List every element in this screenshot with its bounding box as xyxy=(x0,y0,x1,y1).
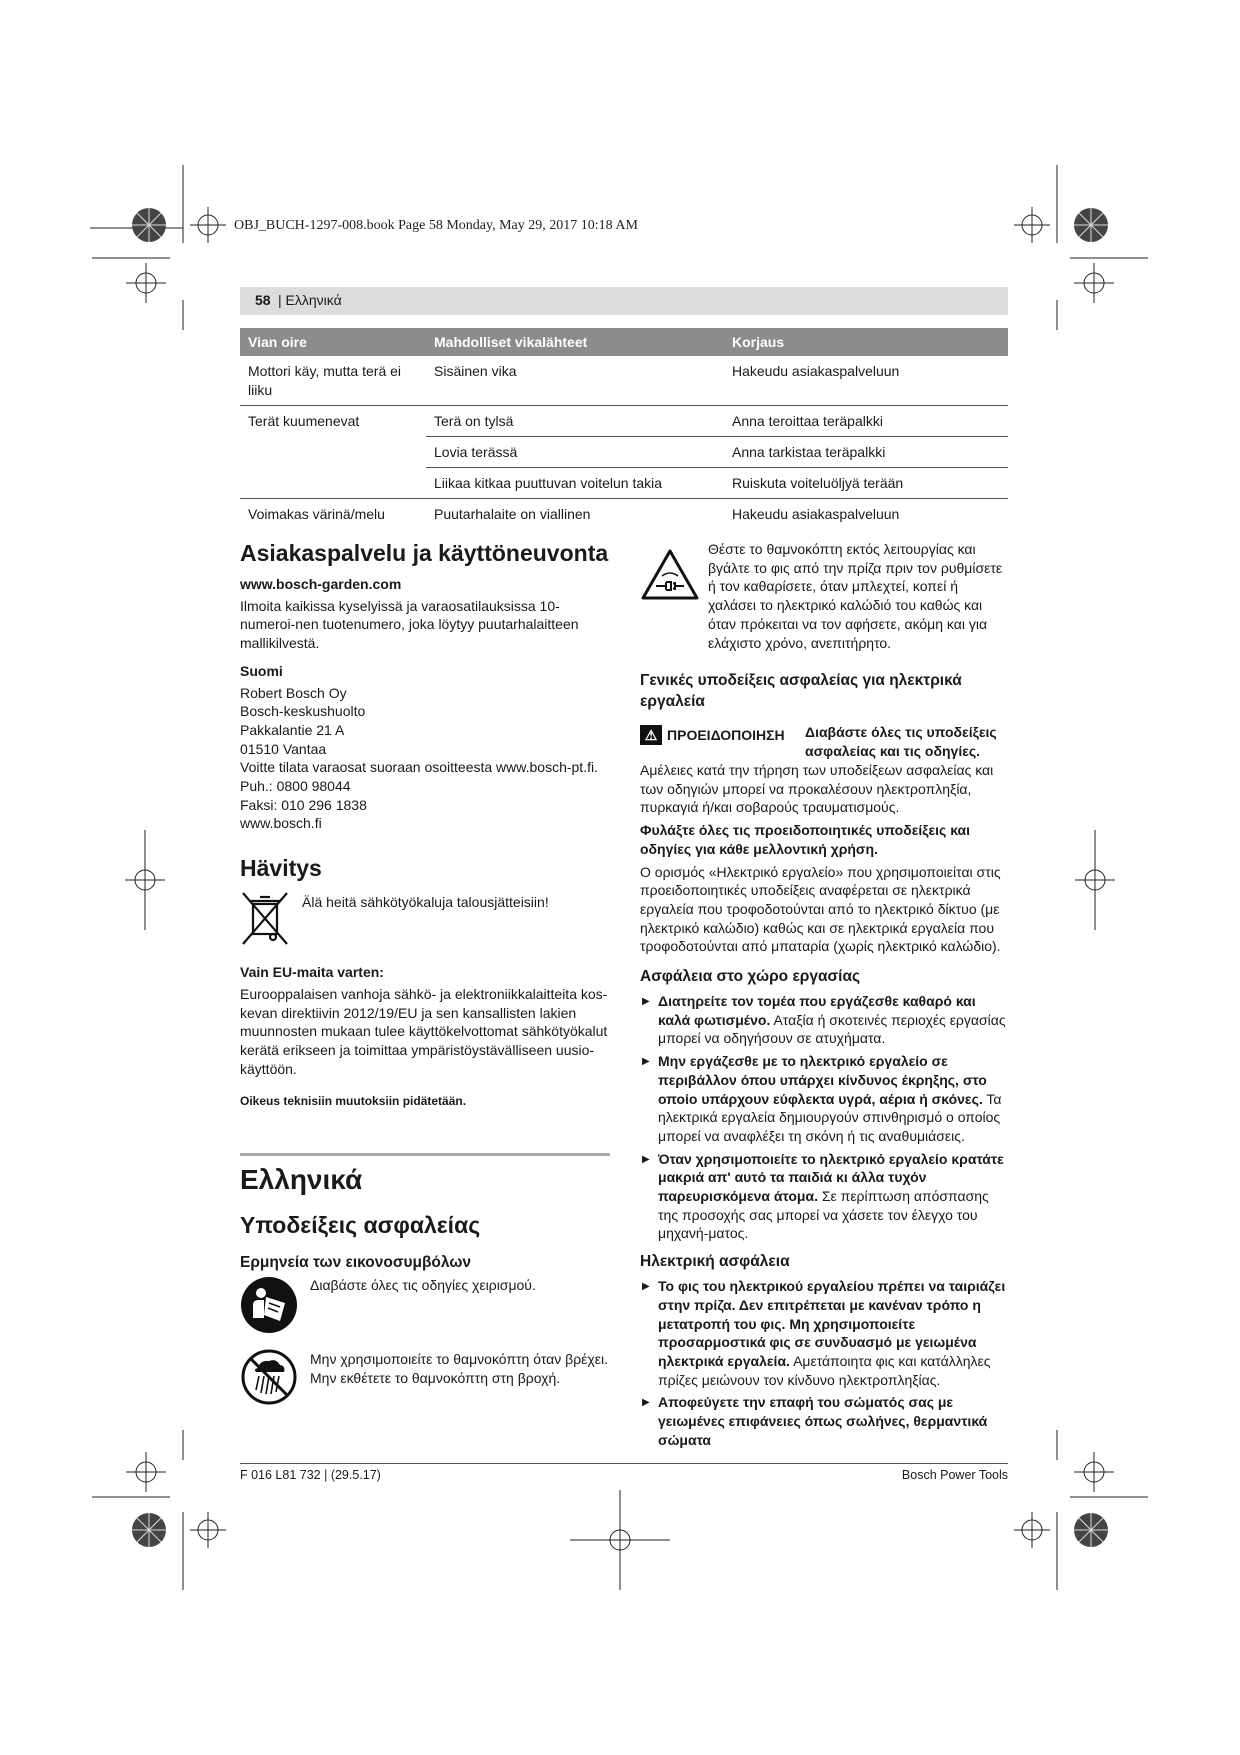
keep-instructions: Φυλάξτε όλες τις προειδοποιητικές υποδείξεις και οδηγίες για κάθε μελλοντική χρήση. xyxy=(640,822,971,857)
table-cell: Lovia terässä xyxy=(426,437,724,468)
warning-badge xyxy=(640,725,785,745)
table-row xyxy=(240,468,1008,499)
service-url: www.bosch-garden.com xyxy=(240,576,402,592)
electrical-list xyxy=(640,1277,1010,1449)
table-cell: Ruiskuta voiteluöljyä terään xyxy=(724,468,1008,499)
workplace-list xyxy=(640,992,1010,1243)
table-cell: Anna teroittaa teräpalkki xyxy=(724,406,1008,437)
address-line: www.bosch.fi xyxy=(240,815,322,832)
page-language: | Ελληνικά xyxy=(278,292,342,308)
unplug-row xyxy=(640,540,1010,660)
definition-text: Ο ορισμός «Ηλεκτρικό εργαλείο» που χρησιμοποιείται στις προειδοποιητικές υποδείξεις αναφέρεται σε ηλεκτρικά εργαλεία που τροφοδοτούνται από το ηλεκτρικό δίκτυο (με ηλεκτρικό καλώδιο) καθώς και σε ηλεκτρικά εργαλεία που τροφοδοτούνται από μπαταρία (χωρίς ηλεκτρικό καλώδιο). xyxy=(640,863,1001,955)
table-cell: Anna tarkistaa teräpalkki xyxy=(724,437,1008,468)
address-line: Faksi: 010 296 1838 xyxy=(240,796,367,813)
eu-heading: Vain EU-maita varten: xyxy=(240,964,384,981)
symbol-read-text: Διαβάστε όλες τις οδηγίες χειρισμού. xyxy=(310,1277,536,1294)
warning-label: ΠΡΟΕΙΔΟΠΟΙΗΣΗ xyxy=(667,727,785,743)
list-item-bold: Αποφεύγετε την επαφή του σώματός σας με γειωμένες επιφάνειες όπως σωλήνες, θερμαντικά σώματα xyxy=(658,1394,988,1448)
address-line: Pakkalantie 21 A xyxy=(240,721,345,738)
table-cell: Hakeudu asiakaspalveluun xyxy=(724,356,1008,406)
unplug-text: Θέστε το θαμνοκόπτη εκτός λειτουργίας και βγάλτε το φις από την πρίζα πριν τον ρυθμίσετε ή τον καθαρίσετε, όταν μπλεχτεί, κοπεί ή χαλάσει το ηλεκτρικό καλώδιό του καθώς και όταν πρόκειται να τον αφήσετε, ακόμη και για ελάχιστο χρόνο, ανεπιτήρητο. xyxy=(708,541,1003,651)
warning-row xyxy=(640,723,1010,761)
list-item xyxy=(640,1052,1010,1146)
fault-table xyxy=(240,328,1008,529)
list-item-bold: Μην εργάζεσθε με το ηλεκτρικό εργαλείο σε περιβάλλον όπου υπάρχει κίνδυνος έκρηξης, στο οποίο υπάρχουν εύφλεκτα υγρά, αέρια ή σκόνες. xyxy=(658,1053,987,1107)
footer-rule xyxy=(240,1463,1008,1464)
list-item-bold: Διατηρείτε τον τομέα που εργάζεσθε καθαρό και καλά φωτισμένο. xyxy=(658,993,976,1028)
address-block xyxy=(240,684,610,834)
address-line: Bosch-keskushuolto xyxy=(240,703,366,720)
address-line: Robert Bosch Oy xyxy=(240,684,347,701)
general-safety-heading: Γενικές υποδείξεις ασφαλείας για ηλεκτρικά εργαλεία xyxy=(640,672,962,710)
left-column xyxy=(240,540,610,1418)
print-header: OBJ_BUCH-1297-008.book Page 58 Monday, May 29, 2017 10:18 AM xyxy=(234,218,638,233)
list-item xyxy=(640,1393,1010,1449)
table-cell: Mottori käy, mutta terä ei liiku xyxy=(240,356,426,406)
symbol-read-row xyxy=(240,1276,610,1340)
service-text: Ilmoita kaikissa kyselyissä ja varaosatilauksissa 10-numeroi-nen tuotenumero, joka löytyy puutarhalaitteen mallikilvestä. xyxy=(240,597,579,652)
no-rain-icon xyxy=(240,1348,298,1406)
list-item-text: Σε περίπτωση απόσπασης της προσοχής σας μπορεί να χάσετε τον έλεγχο του μηχανή-ματος. xyxy=(658,1188,989,1242)
table-row xyxy=(240,356,1008,406)
address-line: Voitte tilata varaosat suoraan osoitteesta www.bosch-pt.fi. xyxy=(240,759,598,776)
symbol-rain-row xyxy=(240,1348,610,1418)
warning-bold-text: Διαβάστε όλες τις υποδείξεις ασφαλείας και τις οδηγίες. xyxy=(805,724,997,759)
symbols-heading: Ερμηνεία των εικονοσυμβόλων xyxy=(240,1254,472,1272)
read-manual-icon xyxy=(240,1276,298,1334)
eu-text: Eurooppalaisen vanhoja sähkö- ja elektroniikkalaitteita kos-kevan direktiivin 2012/19/EU ja sen kansallisten lakien muunnosten mukaan tulee käyttökelvottomat sähkötyökalut kerätä erikseen ja toimittaa ympäristöystävälliseen uusio-käyttöön. xyxy=(240,985,608,1077)
country-heading: Suomi xyxy=(240,662,283,679)
list-item-text: Αταξία ή σκοτεινές περιοχές εργασίας μπορεί να οδηγήσουν σε ατυχήματα. xyxy=(658,1011,1006,1047)
page-header-band xyxy=(240,287,1008,315)
list-item xyxy=(640,1150,1010,1244)
table-cell xyxy=(240,468,426,499)
right-column xyxy=(640,540,1010,1450)
list-item-bold: Το φις του ηλεκτρικού εργαλείου πρέπει να ταιριάζει στην πρίζα. Δεν επιτρέπεται με κανέναν τρόπο η μετατροπή του φις. Μη χρησιμοποιείτε προσαρμοστικά φις σε συνδυασμό με γειωμένα ηλεκτρικά εργαλεία. xyxy=(658,1278,1006,1369)
workplace-heading: Ασφάλεια στο χώρο εργασίας xyxy=(640,968,861,986)
electrical-heading: Ηλεκτρική ασφάλεια xyxy=(640,1253,790,1271)
greek-title: Ελληνικά xyxy=(240,1164,363,1196)
service-title: Asiakaspalvelu ja käyttöneuvonta xyxy=(240,540,609,566)
table-cell: Voimakas värinä/melu xyxy=(248,506,385,522)
unplug-warning-icon xyxy=(640,548,700,602)
crossed-bin-icon xyxy=(240,890,290,948)
address-line: 01510 Vantaa xyxy=(240,740,327,757)
fault-table-header: Vian oire xyxy=(240,328,426,356)
address-line: Puh.: 0800 98044 xyxy=(240,778,351,795)
disposal-title: Hävitys xyxy=(240,855,322,882)
table-cell: Terät kuumenevat xyxy=(248,413,360,429)
list-item xyxy=(640,992,1010,1048)
list-item-text: Αμετάποιητα φις και κατάλληλες πρίζες μειώνουν τον κίνδυνο ηλεκτροπληξίας. xyxy=(658,1352,991,1388)
table-cell: Terä on tylsä xyxy=(426,406,724,437)
disposal-row xyxy=(240,890,610,956)
footer-brand: Bosch Power Tools xyxy=(901,1468,1008,1482)
fault-table-header: Mahdolliset vikalähteet xyxy=(426,328,724,356)
warning-text: Αμέλειες κατά την τήρηση των υποδείξεων ασφαλείας και των οδηγιών μπορεί να προκαλέσουν ηλεκτροπληξία, πυρκαγιά ή/και σοβαρούς τραυματισμούς. xyxy=(640,762,994,816)
fault-table-header: Korjaus xyxy=(724,328,1008,356)
table-row xyxy=(240,499,1008,530)
table-cell xyxy=(240,437,426,468)
symbol-rain-text: Μην χρησιμοποιείτε το θαμνοκόπτη όταν βρέχει. Μην εκθέτετε το θαμνοκόπτη στη βροχή. xyxy=(310,1351,608,1387)
rights-note: Oikeus teknisiin muutoksiin pidätetään. xyxy=(240,1094,467,1109)
table-cell: Hakeudu asiakaspalveluun xyxy=(732,506,900,522)
list-item-text: Τα ηλεκτρικά εργαλεία δημιουργούν σπινθηρισμό ο οποίος μπορεί να αναφλέξει τη σκόνη ή τις αναθυμιάσεις. xyxy=(658,1090,1002,1144)
table-cell: Liikaa kitkaa puuttuvan voitelun takia xyxy=(426,468,724,499)
warning-triangle-icon: ⚠ xyxy=(640,725,662,745)
disposal-text: Älä heitä sähkötyökaluja talousjätteisiin! xyxy=(302,894,549,911)
table-row xyxy=(240,437,1008,468)
table-cell: Puutarhalaite on viallinen xyxy=(434,506,591,522)
section-divider xyxy=(240,1153,610,1156)
table-row xyxy=(240,406,1008,437)
safety-title: Υποδείξεις ασφαλείας xyxy=(240,1212,481,1239)
page-number: 58 xyxy=(255,292,271,308)
list-item xyxy=(640,1277,1010,1389)
footer-doc-code: F 016 L81 732 | (29.5.17) xyxy=(240,1468,381,1482)
table-cell: Sisäinen vika xyxy=(426,356,724,406)
list-item-bold: Όταν χρησιμοποιείτε το ηλεκτρικό εργαλείο κρατάτε μακριά απ' αυτό τα παιδιά κι άλλα τυχόν παρευρισκόμενα άτομα. xyxy=(658,1150,1004,1205)
